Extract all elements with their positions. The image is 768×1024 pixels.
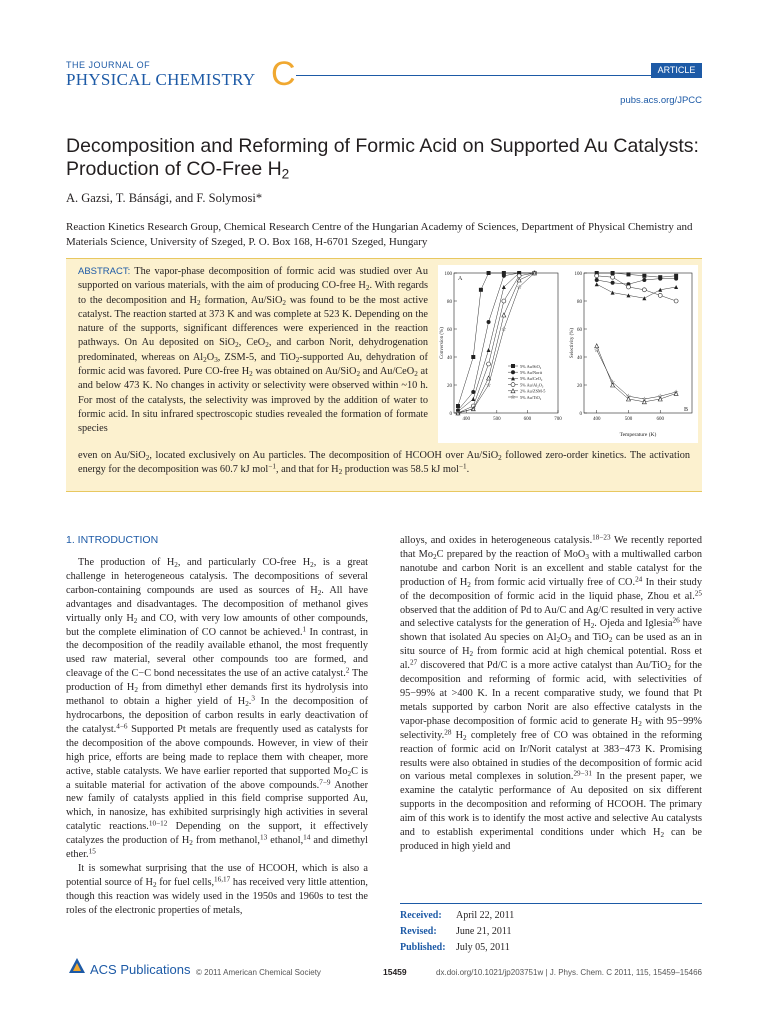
x-tick-label-b: 500 xyxy=(624,417,633,422)
data-point-b: ☆ xyxy=(594,348,600,354)
body-column-right: alloys, and oxides in heterogeneous catalysis.$^{18-23}$ We recently reported that $Mo_2C$ prepared by the reaction of MoO$_3$ with a multiwalled carbon nanotube and carbon Norit is an excellent and stable catalyst for the production of $H_2$ from formic acid virtually free of CO.$^{24}$ In their study of the decomposition of formic acid in the liquid phase, Zhou et al.$^{25}$ observed that the addition of Pd to Au/C and Ag/C resulted in very active and selective catalysts for the generation of $H_2$. Ojeda and Iglesia$^{26}$ have shown that isolated Au species on $Al_2O_3$ and TiO$_2$ can be used as an in situ source of $H_2$ from formic acid at high chemical potential. Ross et al.$^{27}$ discovered that Pd/C is a more active catalyst than Au/TiO$_2$ for the decomposition and reforming of formic acid, with selectivities of 95−99% at >400 K. In a recent comparative study, we found that Pt metals supported by carbon Norit are also effective catalysts in the vapor-phase decomposition of formic acid to generate $H_2$ with 95−99% selectivity.$^{28}$ $H_2$ completely free of CO was obtained in the reforming reaction of formic acid on Ir/Norit catalyst at 383−473 K. Promising results were also obtained in studies of the decomposition of formic acid on various metal complexes in solution.$^{29-31}$ In the present paper, we examine the catalytic performance of Au deposited on six different supports in the decomposition and reforming of HCOOH. The primary aim of this work is to identify the most active and selective Au catalysts and to establish experimental conditions under which $H_2$ can be produced in high yield and xyxy=(400,533,703,852)
data-point-a: ☆ xyxy=(455,411,461,417)
series-line-b xyxy=(597,273,676,277)
page-number: 15459 xyxy=(383,967,407,977)
journal-url-link[interactable]: pubs.acs.org/JPCC xyxy=(620,95,702,106)
affiliation: Reaction Kinetics Research Group, Chemical Research Centre of the Hungarian Academy of Sciences, Department of Physical Chemistry and Materials Science, University of Szeged, P. O. Box 168, H-6701 Szeged, Hungary xyxy=(66,221,693,248)
data-point-a xyxy=(487,320,491,324)
data-point-b xyxy=(595,278,599,282)
x-tick-label-b: 400 xyxy=(592,417,601,422)
data-point-b xyxy=(611,275,615,279)
data-point-b: ☆ xyxy=(657,394,663,401)
y-tick-label-a: 100 xyxy=(444,272,452,277)
x-tick-label-a: 500 xyxy=(493,417,501,422)
acs-logo-icon xyxy=(68,957,86,975)
series-line-b xyxy=(597,284,676,298)
revised-label: Revised: xyxy=(400,926,437,937)
series-line-b xyxy=(597,350,679,399)
abstract-label: ABSTRACT: xyxy=(78,266,131,277)
data-point-b xyxy=(658,293,662,297)
series-line-b xyxy=(597,279,676,285)
data-point-a xyxy=(471,355,475,359)
legend-marker: ☆ xyxy=(510,395,516,401)
data-point-a: ☆ xyxy=(485,383,492,389)
y-tick-label-b: 80 xyxy=(577,300,582,305)
data-point-b xyxy=(595,274,599,278)
y-tick-label-b: 0 xyxy=(579,412,582,417)
abstract-text: ABSTRACT: The vapor-phase decomposition of formic acid was studied over Au supported on various materials, with the aim of producing CO-free $H_2$. With regards to the decomposition and $H_2$ formation, Au/SiO$_2$ was found to be the most active catalyst. The reaction started at 373 K and was complete at 523 K. Depending on the nature of the supports, significant differences were experienced in the reaction pathways. On Au deposited on SiO$_2$, CeO$_2$, and carbon Norit, dehydrogenation predominated, whereas on $Al_2O_3$, ZSM-5, and TiO$_2$-supported Au, dehydration of formic acid was favored. Pure CO-free $H_2$ was obtained on Au/SiO$_2$ and Au/CeO$_2$ at and below 473 K. No changes in activity or selectivity were observed within ~10 h. For most of the catalysts, the selectivity was improved by the addition of water to formic acid. In situ infrared spectroscopic studies revealed the formation of formate species xyxy=(78,266,428,435)
data-point-a: ☆ xyxy=(501,327,507,333)
data-point-b xyxy=(642,274,646,278)
x-tick-label-a: 700 xyxy=(554,417,562,422)
doi-citation[interactable]: dx.doi.org/10.1021/jp203751w | J. Phys. Chem. C 2011, 115, 15459–15466 xyxy=(436,968,702,977)
data-point-b xyxy=(626,285,630,289)
series-line-b xyxy=(597,276,676,301)
data-point-b xyxy=(611,281,615,285)
data-point-b xyxy=(674,277,678,281)
data-point-b: ☆ xyxy=(673,390,679,396)
legend-entry: 2% Au/ZSM-5 xyxy=(520,388,546,394)
header-rule xyxy=(296,75,702,76)
legend-entry: 5% Au/Norit xyxy=(520,370,543,375)
received-label: Received: xyxy=(400,910,442,921)
data-point-a xyxy=(487,348,491,352)
legend-entry: 5% Au/Al₂O₃ xyxy=(520,382,544,388)
y-tick-label-b: 20 xyxy=(577,384,582,389)
data-point-a xyxy=(517,278,521,282)
data-point-a xyxy=(502,313,506,317)
received-date: April 22, 2011 xyxy=(456,910,515,921)
abstract-figure xyxy=(438,265,698,443)
data-point-a xyxy=(479,288,483,292)
article-history xyxy=(400,903,702,956)
panel-a-label: A xyxy=(458,276,463,282)
data-point-b: ☆ xyxy=(641,397,648,403)
data-point-b xyxy=(626,272,630,276)
journal-title-main: PHYSICAL CHEMISTRY xyxy=(66,70,256,89)
published-date: July 05, 2011 xyxy=(456,942,510,953)
journal-letter: C xyxy=(271,55,296,93)
y-tick-label-a: 40 xyxy=(447,356,452,361)
legend-marker xyxy=(511,364,515,368)
legend-entry: 5% Au/CeO₂ xyxy=(520,376,543,382)
conversion-selectivity-chart xyxy=(438,265,698,443)
revised-date: June 21, 2011 xyxy=(456,926,512,937)
data-point-a xyxy=(487,362,491,366)
legend-marker xyxy=(511,383,515,387)
data-point-b xyxy=(642,278,646,282)
y-axis-label-b: Selectivity (%) xyxy=(570,327,575,359)
data-point-b xyxy=(595,282,599,286)
article-type-badge: ARTICLE xyxy=(651,63,702,78)
x-tick-label-b: 600 xyxy=(656,417,664,422)
legend-marker xyxy=(511,370,515,374)
legend-entry: 5% Au/TiO₂ xyxy=(520,394,542,400)
journal-title-top: THE JOURNAL OF xyxy=(66,60,151,70)
y-tick-label-a: 20 xyxy=(447,384,452,389)
legend-entry: 5% Au/SiO₂ xyxy=(520,363,542,369)
data-point-b xyxy=(642,288,646,292)
data-point-a xyxy=(502,274,506,278)
data-point-a xyxy=(471,390,475,394)
data-point-a xyxy=(517,274,521,278)
panel-b xyxy=(570,271,692,422)
y-axis-label-a: Conversion (%) xyxy=(440,327,445,359)
abstract-text-continued: even on Au/SiO$_2$, located exclusively on Au particles. The decomposition of HCOOH over Au/SiO$_2$ followed zero-order kinetics. The activation energy for the decomposition was 60.7 kJ mol$^{-1}$, and that for $H_2$ production was 58.5 kJ mol$^{-1}$. xyxy=(78,450,690,477)
chart-legend xyxy=(508,364,545,401)
data-point-a: ☆ xyxy=(470,406,476,413)
panel-b-label: B xyxy=(684,407,689,413)
data-point-b: ☆ xyxy=(625,394,632,401)
y-tick-label-b: 40 xyxy=(577,356,582,361)
x-tick-label-a: 600 xyxy=(523,417,532,422)
y-tick-label-a: 0 xyxy=(449,412,452,417)
y-tick-label-b: 60 xyxy=(577,328,582,333)
copyright: © 2011 American Chemical Society xyxy=(196,968,321,977)
author-list: A. Gazsi, T. Bánsági, and F. Solymosi* xyxy=(66,191,263,205)
acs-publications-logo: ACS Publications xyxy=(90,962,191,977)
data-point-a xyxy=(502,299,506,303)
data-point-b xyxy=(658,277,662,281)
data-point-b: ☆ xyxy=(609,380,616,387)
data-point-b xyxy=(611,271,615,275)
article-title: Decomposition and Reforming of Formic Acid on Supported Au Catalysts: Production of CO-Free $H_2$ xyxy=(66,135,699,182)
section-heading-introduction: 1. INTRODUCTION xyxy=(66,534,159,546)
data-point-a xyxy=(487,271,491,275)
y-tick-label-b: 100 xyxy=(574,272,582,277)
y-tick-label-a: 60 xyxy=(447,328,452,333)
panel-a xyxy=(440,270,562,422)
data-point-a: ☆ xyxy=(531,271,538,277)
data-point-a xyxy=(456,404,460,408)
y-tick-label-a: 80 xyxy=(447,300,452,305)
x-axis-label: Temperature (K) xyxy=(619,432,657,438)
published-label: Published: xyxy=(400,942,446,953)
data-point-a xyxy=(471,397,475,401)
data-point-a: ☆ xyxy=(516,285,522,291)
x-tick-label-a: 400 xyxy=(462,417,470,422)
body-column-left: The production of $H_2$, and particularly CO-free $H_2$, is a great challenge in heterogeneous catalysis. The decompositions of several carbon-containing compounds are used as sources of $H_2$. All have advantages and disadvantages. The decomposition of methanol gives virtually only $H_2$ and CO, with very low amounts of other compounds, but the complete elimination of CO cannot be achieved.$^1$ In contrast, in the decomposition of the readily available ethanol, the most frequently used raw material, several other compounds too are formed, and cleavage of the C−C bond necessitates the use of an active catalyst.$^2$ The production of $H_2$ from dimethyl ether demands first its hydrolysis into methanol to obtain a higher yield of $H_2.^3$ In the decomposition of hydrocarbons, the deposition of carbon results in early deactivation of the catalyst.$^{4-6}$ Supported Pt metals are frequently used as catalysts for the decomposition of the above compounds. However, in view of their high price, efforts are being made to replace them with cheaper, more active, stable catalysts. We have earlier reported that supported $Mo_2C$ is a suitable material for activation of the above compounds.$^{7-9}$ Another new family of catalysts applied in this field comprise supported Au, which, in nanosize, has exhibited surprisingly high activities in several catalytic reactions.$^{10-12}$ Depending on the support, it effectively catalyzes the production of $H_2$ from methanol,$^{13}$ ethanol,$^{14}$ and dimethyl ether.$^{15}$ It is somewhat surprising that the use of HCOOH, which is also a potential source of $H_2$ for fuel cells,$^{16,17}$ has received very little attention, though this reaction was widely used in the 1950s and 1960s to test the roles of the electronic properties of metals, xyxy=(66,557,369,916)
data-point-b xyxy=(674,299,678,303)
